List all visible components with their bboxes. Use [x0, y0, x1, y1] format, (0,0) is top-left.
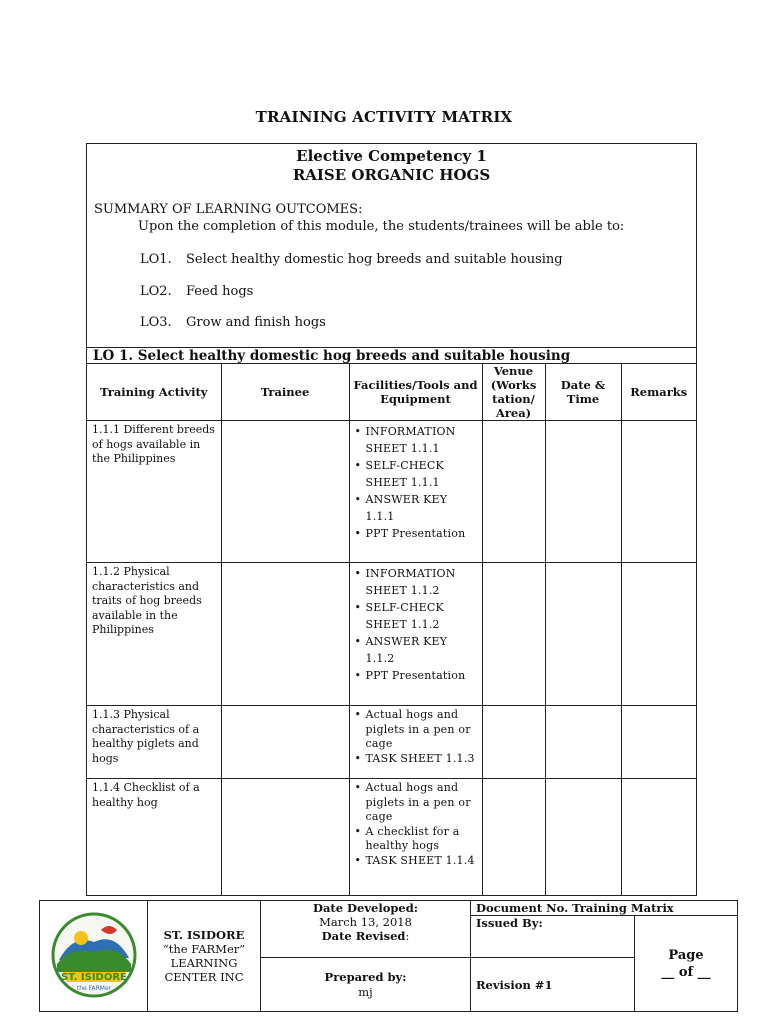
outcome-text: Select healthy domestic hog breeds and suitable housing [186, 252, 563, 267]
activity-cell: 1.1.2 Physical characteristics and traits of hog breeds available in the Philippines [87, 563, 221, 706]
list-item: • A checklist for a healthy hogs [355, 825, 477, 854]
list-item: • PPT Presentation [355, 525, 477, 542]
table-row [87, 779, 696, 896]
learning-outcome-2 [140, 284, 253, 299]
date-cell: Date Developed: March 13, 2018 Date Revised: [261, 901, 471, 958]
organization-tagline: “the FARMer” [162, 942, 246, 956]
learning-outcome-1 [140, 252, 563, 267]
column-header-trainee: Trainee [221, 364, 349, 421]
column-header-date-time: Date & Time [545, 364, 621, 421]
table-row [87, 563, 696, 706]
trainee-cell [221, 421, 349, 563]
outcome-text: Feed hogs [186, 284, 254, 299]
list-item: • TASK SHEET 1.1.4 [355, 854, 477, 869]
summary-text: Upon the completion of this module, the students/trainees will be able to: [138, 219, 625, 234]
facilities-cell [349, 706, 482, 779]
document-footer [39, 900, 738, 1012]
list-item: • PPT Presentation [355, 667, 477, 684]
table-row [87, 706, 696, 779]
venue-cell [482, 779, 545, 896]
activity-cell: 1.1.1 Different breeds of hogs available in the Philippines [87, 421, 221, 563]
list-item: • ANSWER KEY 1.1.1 [355, 491, 477, 525]
list-item: • INFORMATION SHEET 1.1.2 [355, 565, 477, 599]
date-developed-value: March 13, 2018 [319, 915, 412, 929]
list-item: • SELF-CHECK SHEET 1.1.1 [355, 457, 477, 491]
issued-by-label: Issued By: [471, 916, 635, 958]
list-item: • INFORMATION SHEET 1.1.1 [355, 423, 477, 457]
document-title: TRAINING ACTIVITY MATRIX [255, 108, 513, 126]
remarks-cell [621, 779, 696, 896]
list-item: • TASK SHEET 1.1.3 [355, 752, 477, 767]
facilities-cell [349, 779, 482, 896]
competency-title: Elective Competency 1 [296, 147, 487, 165]
svg-text:the FARMer: the FARMer [76, 984, 111, 992]
table-header-row [87, 364, 696, 421]
column-header-training-activity: Training Activity [87, 364, 221, 421]
page-number: __ of __ [661, 964, 711, 980]
revision-label: Revision #1 [471, 958, 635, 1012]
venue-cell [482, 563, 545, 706]
date-time-cell [545, 706, 621, 779]
outcome-text: Grow and finish hogs [186, 315, 326, 330]
trainee-cell [221, 779, 349, 896]
page-cell [635, 916, 738, 1012]
prepared-by-label: Prepared by: [324, 969, 407, 984]
organization-cell [148, 901, 261, 1012]
table-row [87, 421, 696, 563]
competency-block [87, 144, 696, 347]
training-activity-table [87, 364, 696, 896]
list-item: • SELF-CHECK SHEET 1.1.2 [355, 599, 477, 633]
column-header-remarks: Remarks [621, 364, 696, 421]
outcome-code: LO1. [140, 252, 172, 267]
logo-cell [40, 901, 148, 1012]
organization-name: ST. ISIDORE [163, 928, 245, 942]
list-item: • ANSWER KEY 1.1.2 [355, 633, 477, 667]
date-developed-label: Date Developed: [312, 901, 419, 915]
outcome-code: LO2. [140, 284, 172, 299]
outcome-code: LO3. [140, 315, 172, 330]
summary-heading: SUMMARY OF LEARNING OUTCOMES: [94, 202, 363, 217]
date-time-cell [545, 779, 621, 896]
list-item: • Actual hogs and piglets in a pen or cage [355, 781, 477, 825]
st-isidore-logo-icon [51, 912, 137, 998]
date-revised-label: Date Revised [321, 929, 406, 943]
trainee-cell [221, 563, 349, 706]
svg-text:ST. ISIDORE: ST. ISIDORE [60, 971, 127, 983]
lo1-section-header: LO 1. Select healthy domestic hog breeds and suitable housing [87, 347, 696, 364]
date-time-cell [545, 563, 621, 706]
learning-outcome-3 [140, 315, 326, 330]
remarks-cell [621, 421, 696, 563]
organization-line: CENTER INC [164, 970, 244, 984]
prepared-by-value: mj [358, 984, 373, 999]
remarks-cell [621, 563, 696, 706]
page-label: Page [668, 947, 704, 963]
document-number: Document No. Training Matrix [471, 901, 738, 916]
module-title: RAISE ORGANIC HOGS [292, 166, 491, 184]
column-header-facilities: Facilities/Tools and Equipment [349, 364, 482, 421]
activity-cell: 1.1.4 Checklist of a healthy hog [87, 779, 221, 896]
date-time-cell [545, 421, 621, 563]
facilities-cell [349, 563, 482, 706]
trainee-cell [221, 706, 349, 779]
organization-line: LEARNING [170, 956, 238, 970]
matrix-frame [86, 143, 697, 896]
column-header-venue: Venue (Works tation/ Area) [482, 364, 545, 421]
list-item: • Actual hogs and piglets in a pen or cage [355, 708, 477, 752]
prepared-cell [261, 958, 471, 1012]
remarks-cell [621, 706, 696, 779]
venue-cell [482, 706, 545, 779]
venue-cell [482, 421, 545, 563]
activity-cell: 1.1.3 Physical characteristics of a healthy piglets and hogs [87, 706, 221, 779]
facilities-cell [349, 421, 482, 563]
